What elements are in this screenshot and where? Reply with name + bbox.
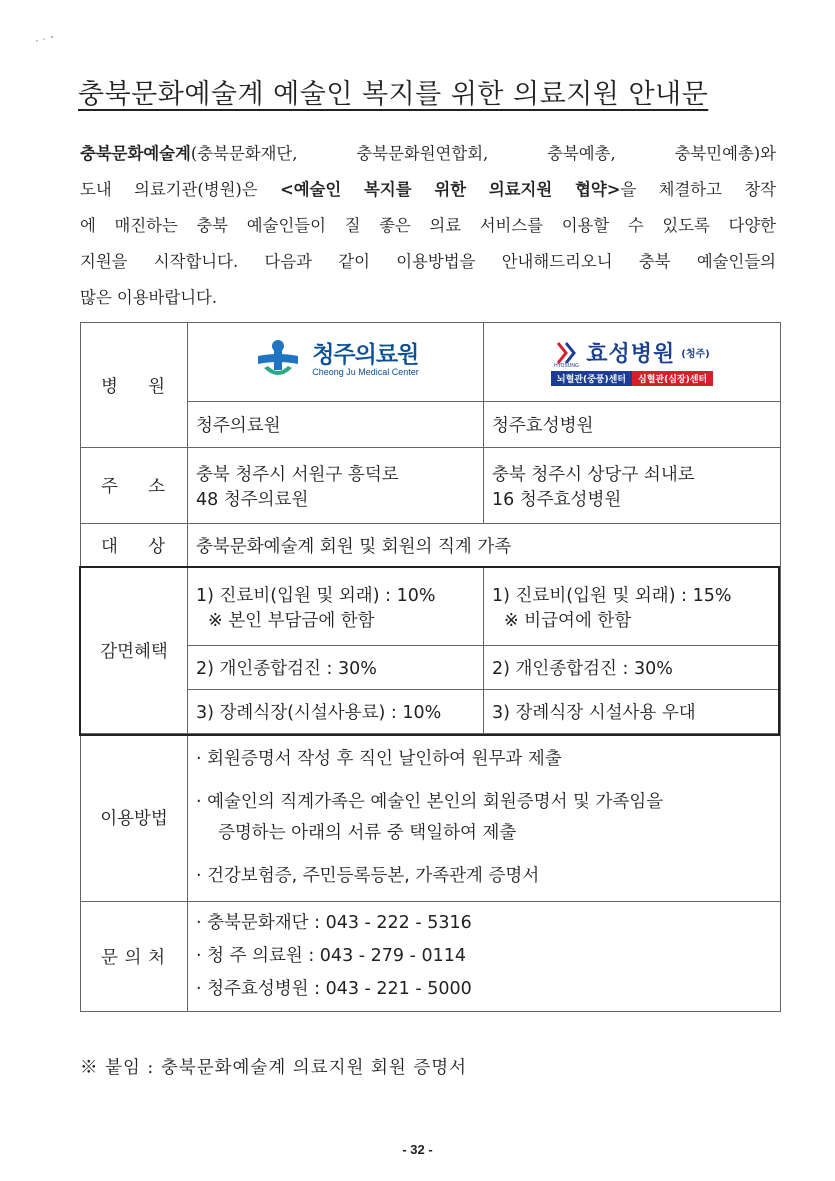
intro-org: 충북문화예술계 bbox=[80, 144, 191, 163]
usage-label: 이용방법 bbox=[81, 734, 188, 902]
svg-text:HYOSUNG: HYOSUNG bbox=[554, 362, 580, 367]
contact-item-3: · 청주효성병원 : 043 - 221 - 5000 bbox=[196, 979, 472, 999]
info-table bbox=[80, 322, 781, 1012]
logo-cheongju-medical-center: 청주의료원 Cheong Ju Medical Center bbox=[188, 323, 484, 402]
intro-line3: 에 매진하는 충북 예술인들이 질 좋은 의료 서비스를 이용할 수 있도록 다양한 bbox=[80, 216, 776, 235]
intro-paragraph bbox=[80, 136, 776, 316]
cheongju-medical-logo-icon bbox=[252, 338, 304, 382]
attachment-note: ※ 붙임 : 충북문화예술계 의료지원 회원 증명서 bbox=[80, 1058, 468, 1078]
target-value: 충북문화예술계 회원 및 회원의 직계 가족 bbox=[188, 524, 781, 568]
page-title: 충북문화예술계 예술인 복지를 위한 의료지원 안내문 bbox=[78, 79, 709, 110]
hyosung-logo-icon bbox=[554, 339, 580, 367]
address-1: 충북 청주시 서원구 흥덕로 48 청주의료원 bbox=[188, 448, 484, 524]
contact-item-1: · 충북문화재단 : 043 - 222 - 5316 bbox=[196, 913, 472, 933]
benefit-1-hospital-1: 1) 진료비(입원 및 외래) : 10% ※ 본인 부담금에 한함 bbox=[188, 568, 484, 646]
usage-item-3: · 건강보험증, 주민등록등본, 가족관계 증명서 bbox=[196, 865, 540, 886]
contact-content bbox=[188, 902, 781, 1012]
target-label: 대 상 bbox=[81, 524, 188, 568]
intro-line4: 지원을 시작합니다. 다음과 같이 이용방법을 안내해드리오니 충북 예술인들의 bbox=[80, 252, 776, 271]
usage-item-2: · 예술인의 직계가족은 예술인 본인의 회원증명서 및 가족임을 bbox=[196, 791, 664, 812]
address-2: 충북 청주시 상당구 쇠내로 16 청주효성병원 bbox=[484, 448, 781, 524]
intro-line2-post: 을 체결하고 창작 bbox=[620, 180, 776, 199]
contact-item-2: · 청 주 의료원 : 043 - 279 - 0114 bbox=[196, 946, 467, 966]
benefit-2-hospital-1: 2) 개인종합검진 : 30% bbox=[188, 646, 484, 690]
logo-hyosung-hospital: HYOSUNG 효성병원 (청주) 뇌혈관(중풍)센터 심혈관(심장)센터 bbox=[484, 323, 781, 402]
benefit-3-hospital-1: 3) 장례식장(시설사용료) : 10% bbox=[188, 690, 484, 734]
intro-line1: (충북문화재단, 충북문화원연합회, 충북예총, 충북민예총)와 bbox=[190, 144, 776, 163]
benefit-1-hospital-2: 1) 진료비(입원 및 외래) : 15% ※ 비급여에 한함 bbox=[484, 568, 781, 646]
page-number: - 32 - bbox=[402, 1142, 433, 1157]
benefit-2-hospital-2: 2) 개인종합검진 : 30% bbox=[484, 646, 781, 690]
hospital-name-1: 청주의료원 bbox=[188, 402, 484, 448]
usage-item-1: · 회원증명서 작성 후 직인 날인하여 원무과 제출 bbox=[196, 748, 562, 769]
scan-speck bbox=[34, 34, 56, 44]
benefit-label: 감면혜택 bbox=[81, 568, 188, 734]
intro-line5: 많은 이용바랍니다. bbox=[80, 288, 218, 307]
hospital-name-2: 청주효성병원 bbox=[484, 402, 781, 448]
address-label: 주 소 bbox=[81, 448, 188, 524]
hospital-label: 병 원 bbox=[81, 323, 188, 448]
benefit-3-hospital-2: 3) 장례식장 시설사용 우대 bbox=[484, 690, 781, 734]
usage-item-2-cont: 증명하는 아래의 서류 중 택일하여 제출 bbox=[218, 822, 517, 843]
contact-label: 문 의 처 bbox=[81, 902, 188, 1012]
intro-line2-pre: 도내 의료기관(병원)은 bbox=[80, 180, 280, 199]
intro-agreement: <예술인 복지를 위한 의료지원 협약> bbox=[279, 180, 621, 199]
usage-content bbox=[188, 734, 781, 902]
